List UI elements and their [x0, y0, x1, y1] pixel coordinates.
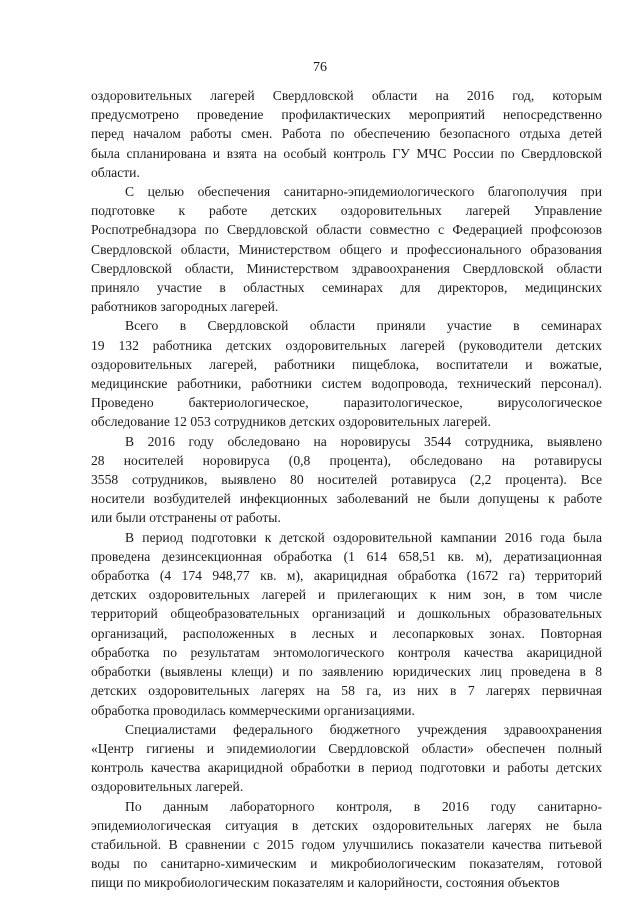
- paragraph: [91, 316, 602, 431]
- document-body: [91, 86, 602, 893]
- text-line: контроль качества акарицидной обработки в период подготовки и работы детских: [91, 760, 602, 776]
- text-line: приняло участие в областных семинарах для директоров, медицинских: [91, 280, 602, 296]
- paragraph: [91, 432, 602, 528]
- text-line: или были отстранены от работы.: [91, 510, 281, 526]
- text-line: Роспотребнадзора по Свердловской области совместно с Федерацией профсоюзов: [91, 222, 602, 238]
- text-line: подготовке к работе детских оздоровительных лагерей Управление: [91, 203, 602, 219]
- paragraph: [91, 86, 602, 182]
- text-line: детских оздоровительных лагерях на 58 га, из них в 7 лагерях первичная: [91, 683, 602, 699]
- text-line: пищи по микробиологическим показателям и калорийности, состояния объектов: [91, 875, 560, 891]
- text-line: 19 132 работника детских оздоровительных лагерей (руководители детских: [91, 337, 602, 353]
- text-line: В 2016 году обследовано на норовирусы 3544 сотрудника, выявлено: [125, 433, 602, 449]
- text-line: Свердловской области, Министерством здравоохранения Свердловской области: [91, 260, 602, 276]
- text-line: территорий общеобразовательных организаций и дошкольных образовательных: [91, 606, 602, 622]
- text-line: С целью обеспечения санитарно-эпидемиологического благополучия при: [125, 184, 602, 200]
- text-line: оздоровительных лагерей.: [91, 779, 244, 795]
- text-line: области.: [91, 164, 140, 180]
- text-line: Свердловской области, Министерством общего и профессионального образования: [91, 241, 602, 257]
- text-line: медицинские работники, работники систем водопровода, технический персонал).: [91, 376, 602, 392]
- text-line: работников загородных лагерей.: [91, 299, 279, 315]
- text-line: предусмотрено проведение профилактических мероприятий непосредственно: [91, 107, 602, 123]
- text-line: 28 носителей норовируса (0,8 процента), обследовано на ротавирусы: [91, 452, 602, 468]
- text-line: воды по санитарно-химическим и микробиологическим показателям, готовой: [91, 856, 602, 872]
- text-line: Проведено бактериологическое, паразитологическое, вирусологическое: [91, 395, 602, 411]
- text-line: эпидемиологическая ситуация в детских оздоровительных лагерях не была: [91, 817, 602, 833]
- text-line: В период подготовки к детской оздоровительной кампании 2016 года была: [125, 529, 602, 545]
- text-line: оздоровительных лагерей Свердловской области на 2016 год, которым: [91, 88, 602, 103]
- text-line: По данным лабораторного контроля, в 2016 году санитарно-: [125, 798, 602, 814]
- paragraph: [91, 182, 602, 316]
- paragraph: [91, 720, 602, 797]
- text-line: проведена дезинсекционная обработка (1 614 658,51 кв. м), дератизационная: [91, 548, 602, 564]
- text-line: была спланирована и взята на особый контроль ГУ МЧС России по Свердловской: [91, 145, 602, 161]
- page-number: 76: [313, 60, 327, 75]
- text-line: обработка проводилась коммерческими организациями.: [91, 702, 415, 718]
- text-line: организаций, расположенных в лесных и лесопарковых зонах. Повторная: [91, 625, 602, 641]
- text-line: детских оздоровительных лагерей и прилегающих к ним зон, в том числе: [91, 587, 602, 603]
- text-line: носители возбудителей инфекционных заболеваний не были допущены к работе: [91, 491, 602, 507]
- text-line: стабильной. В сравнении с 2015 годом улучшились показатели качества питьевой: [91, 836, 602, 852]
- paragraph: [91, 528, 602, 720]
- text-line: обработки (выявлены клещи) и по заявлению юридических лиц проведена в 8: [91, 664, 602, 680]
- text-line: 3558 сотрудников, выявлено 80 носителей ротавируса (2,2 процента). Все: [91, 472, 602, 488]
- text-line: перед началом работы смен. Работа по обеспечению безопасного отдыха детей: [91, 126, 602, 142]
- text-line: обработка (4 174 948,77 кв. м), акарицидная обработка (1672 га) территорий: [91, 568, 602, 584]
- text-line: Всего в Свердловской области приняли участие в семинарах: [125, 318, 602, 334]
- text-line: оздоровительных лагерей, работники пищеблока, воспитатели и вожатые,: [91, 356, 602, 372]
- text-line: обследование 12 053 сотрудников детских оздоровительных лагерей.: [91, 414, 491, 430]
- text-line: Специалистами федерального бюджетного учреждения здравоохранения: [125, 721, 602, 737]
- text-line: «Центр гигиены и эпидемиологии Свердловской области» обеспечен полный: [91, 740, 602, 756]
- paragraph: [91, 797, 602, 893]
- text-line: обработка по результатам энтомологического контроля качества акарицидной: [91, 644, 602, 660]
